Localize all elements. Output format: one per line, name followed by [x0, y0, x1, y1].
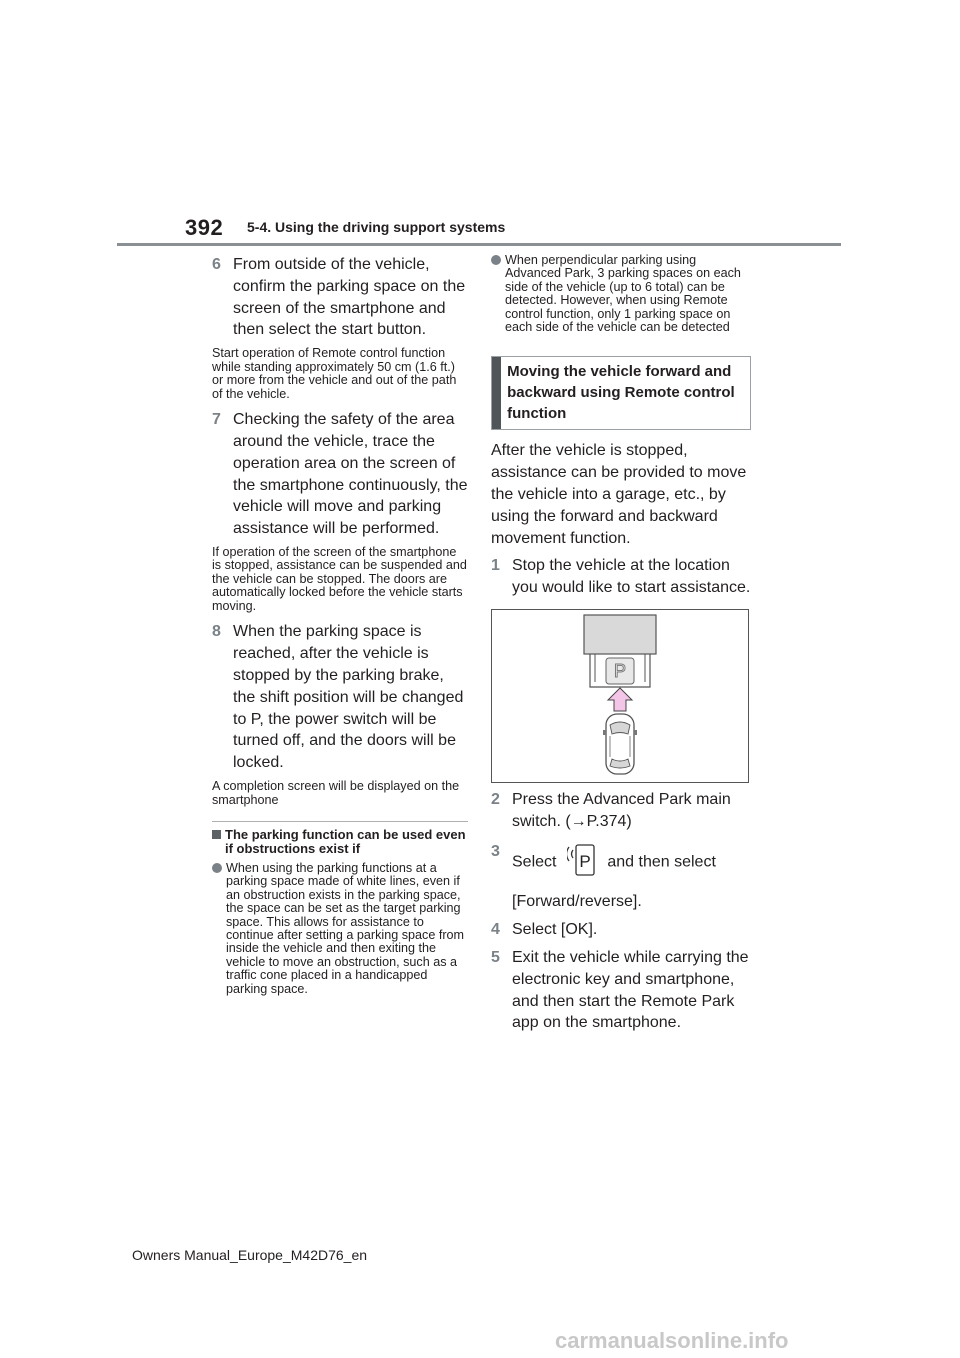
- bullet-item: [491, 254, 751, 334]
- step-text-post: and then select: [607, 853, 716, 871]
- icon-letter: P: [579, 851, 591, 871]
- section-heading: Moving the vehicle forward and backward using Remote control function: [507, 363, 735, 423]
- step-6-note: Start operation of Remote control function while standing approximately 50 cm (1.6 ft.) or more from the vehicle and out of the path of the vehicle.: [212, 346, 457, 401]
- right-column: [491, 254, 751, 1040]
- heading-bar: [492, 357, 501, 429]
- section-heading-box: [491, 356, 751, 430]
- step-4: [491, 919, 751, 941]
- step-6: [212, 254, 468, 341]
- square-bullet-icon: [212, 830, 221, 839]
- step-number: 2: [491, 791, 500, 809]
- step-number: 6: [212, 256, 221, 273]
- step-number: 5: [491, 949, 500, 966]
- step-text: Press the Advanced Park main switch. (→P.374): [512, 791, 731, 830]
- step-text: Select [OK].: [512, 921, 598, 939]
- step-number: 7: [212, 411, 221, 429]
- bullet-text: When perpendicular parking using Advanced Park, 3 parking spaces on each side of the vehicle (up to 6 total) can be detected. However, when using Remote control function, only 1 parking space on each side of the vehicle can be detected: [505, 253, 741, 335]
- step-3: [491, 841, 751, 914]
- step-text: Exit the vehicle while carrying the electronic key and smartphone, and then start the Remote Park app on the smartphone.: [512, 949, 749, 1032]
- step-text: Stop the vehicle at the location you would like to start assistance.: [512, 557, 751, 597]
- step-number: 3: [491, 842, 500, 860]
- step-1: [491, 555, 751, 599]
- step-number: 4: [491, 921, 500, 939]
- left-column: [212, 254, 468, 1002]
- bullet-item: [212, 862, 468, 996]
- step-8-note: A completion screen will be displayed on the smartphone: [212, 779, 460, 807]
- forward-arrow-icon: [608, 688, 632, 711]
- step-text-pre: Select: [512, 853, 557, 871]
- footer-text: Owners Manual_Europe_M42D76_en: [132, 1247, 368, 1263]
- step-text-cont: [Forward/reverse].: [512, 893, 642, 911]
- subheading: [212, 828, 468, 856]
- header-rule: [117, 243, 841, 246]
- watermark: carmanualsonline.info: [555, 1328, 789, 1353]
- step-text: From outside of the vehicle, confirm the parking space on the screen of the smartphone and then select the start button.: [233, 256, 466, 339]
- garage-icon: [584, 615, 656, 654]
- circle-bullet-icon: [491, 255, 501, 265]
- circle-bullet-icon: [212, 863, 222, 873]
- section-title: 5-4. Using the driving support systems: [247, 219, 506, 235]
- section-divider: [212, 821, 468, 822]
- parking-illustration: [491, 609, 749, 783]
- garage-parking-diagram: [492, 610, 748, 782]
- step-5: [491, 947, 751, 1034]
- remote-park-icon: [567, 841, 597, 884]
- step-number: 1: [491, 557, 500, 575]
- step-7-note: If operation of the screen of the smartphone is stopped, assistance can be suspended and the vehicle can be stopped. The doors are automatically locked before the vehicle starts moving.: [212, 544, 467, 613]
- car-icon: [603, 714, 637, 774]
- step-text: When the parking space is reached, after the vehicle is stopped by the parking brake, the shift position will be changed to P, the power switch will be turned off, and the doors will be locked.: [233, 623, 464, 772]
- bullet-text: When using the parking functions at a parking space made of white lines, even if an obstruction exists in the parking space, the space can be set as the target parking space. This allows for assistance to continue after setting a parking space from inside the vehicle and then exiting the vehicle to move an obstruction, such as a traffic cone placed in a handicapped parking space.: [226, 861, 465, 996]
- subheading-text: The parking function can be used even if obstructions exist if: [225, 827, 466, 857]
- step-2: [491, 789, 751, 833]
- intro-paragraph: After the vehicle is stopped, assistance can be provided to move the vehicle into a garage, etc., by using the forward and backward movement function.: [491, 442, 747, 547]
- page-number: 392: [185, 215, 224, 240]
- parking-letter: P: [613, 661, 627, 682]
- step-7: [212, 409, 468, 540]
- step-text: Checking the safety of the area around the vehicle, trace the operation area on the screen of the smartphone continuously, the vehicle will move and parking assistance will be performed.: [233, 411, 468, 538]
- step-8: [212, 621, 468, 774]
- step-number: 8: [212, 623, 221, 641]
